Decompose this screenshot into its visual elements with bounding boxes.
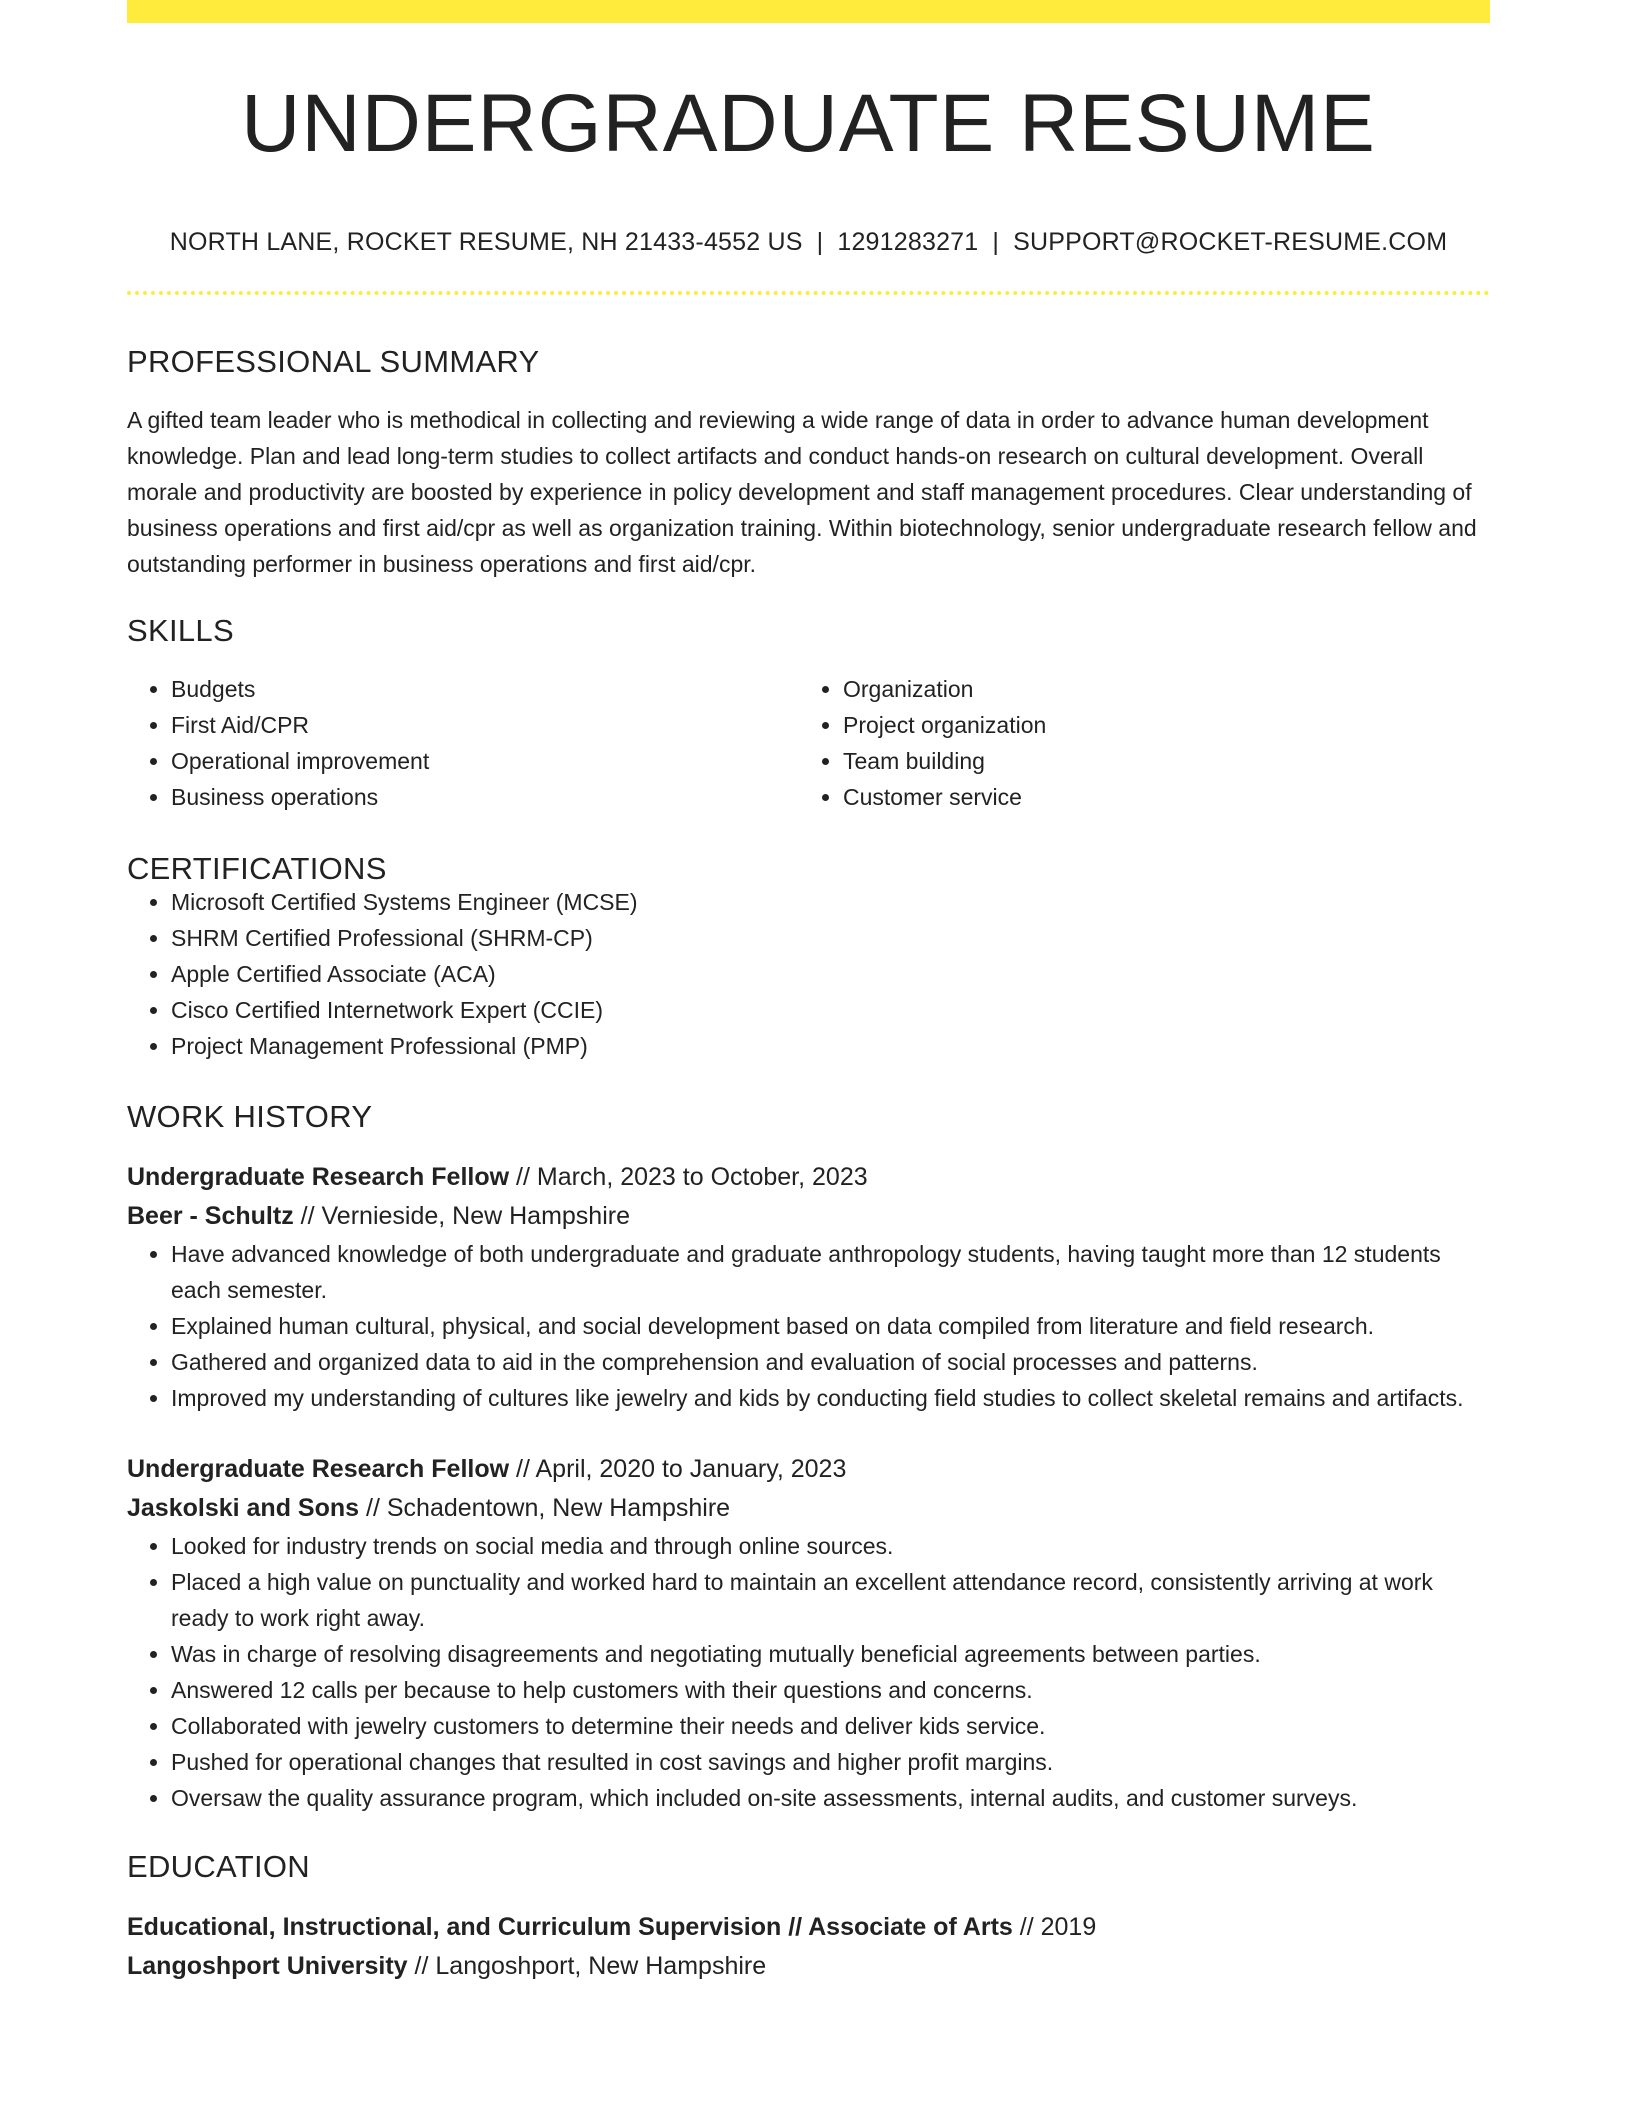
job-title: Undergraduate Research Fellow <box>127 1163 510 1191</box>
summary-heading: PROFESSIONAL SUMMARY <box>127 344 540 379</box>
skill-item: • Organization <box>843 671 1471 707</box>
job-location: Schadentown, New Hampshire <box>386 1494 731 1522</box>
job-separator: // <box>366 1494 380 1522</box>
certification-item: • SHRM Certified Professional (SHRM-CP) <box>171 920 1490 956</box>
contact-email: SUPPORT@ROCKET-RESUME.COM <box>1013 228 1448 256</box>
contact-phone: 1291283271 <box>837 228 979 256</box>
job-entry <box>127 1158 1490 1416</box>
work-history-heading: WORK HISTORY <box>127 1099 373 1134</box>
skill-item: • Budgets <box>171 671 799 707</box>
education-heading: EDUCATION <box>127 1849 310 1884</box>
contact-separator: | <box>816 228 824 256</box>
education-school: Langoshport University <box>127 1952 408 1980</box>
skill-item: • First Aid/CPR <box>171 707 799 743</box>
job-bullet: • Looked for industry trends on social media and through online sources. <box>171 1528 1490 1564</box>
certification-item: • Microsoft Certified Systems Engineer (MCSE) <box>171 884 1490 920</box>
job-bullet-list <box>127 1528 1490 1816</box>
education-school-line <box>127 1947 1490 1986</box>
job-bullet: • Gathered and organized data to aid in the comprehension and evaluation of social processes and patterns. <box>171 1344 1490 1380</box>
job-entry <box>127 1450 1490 1816</box>
certification-item: • Apple Certified Associate (ACA) <box>171 956 1490 992</box>
job-title: Undergraduate Research Fellow <box>127 1455 510 1483</box>
education-program-line <box>127 1908 1490 1947</box>
contact-separator: | <box>992 228 1000 256</box>
skill-item: • Business operations <box>171 779 799 815</box>
job-location: Vernieside, New Hampshire <box>321 1202 630 1230</box>
job-separator: // <box>516 1163 530 1191</box>
certification-item: • Project Management Professional (PMP) <box>171 1028 1490 1064</box>
resume-title: UNDERGRADUATE RESUME <box>241 78 1376 169</box>
job-bullet: • Answered 12 calls per because to help customers with their questions and concerns. <box>171 1672 1490 1708</box>
skills-grid <box>127 671 1490 815</box>
skills-column-left <box>127 671 799 815</box>
job-title-line <box>127 1158 1490 1197</box>
job-bullet: • Placed a high value on punctuality and worked hard to maintain an excellent attendance record, consistently arriving at work ready to work right away. <box>171 1564 1490 1636</box>
summary-text: A gifted team leader who is methodical in collecting and reviewing a wide range of data in order to advance human development knowledge. Plan and lead long-term studies to collect artifacts and conduct hands-on research on cultural development. Overall morale and productivity are boosted by experience in policy development and staff management procedures. Clear understanding of business operations and first aid/cpr as well as organization training. Within biotechnology, senior undergraduate research fellow and outstanding performer in business operations and first aid/cpr. <box>127 407 1477 577</box>
certifications-list <box>127 884 1490 1064</box>
education-entry <box>127 1908 1490 1986</box>
job-separator: // <box>300 1202 315 1230</box>
certifications-heading: CERTIFICATIONS <box>127 851 387 886</box>
skill-item: • Team building <box>843 743 1471 779</box>
education-separator: // <box>1019 1913 1034 1941</box>
job-title-line <box>127 1450 1490 1489</box>
resume-page <box>127 0 1490 1986</box>
job-bullet: • Oversaw the quality assurance program, which included on-site assessments, internal audits, and customer surveys. <box>171 1780 1490 1816</box>
skills-list-right <box>799 671 1471 815</box>
job-company: Jaskolski and Sons <box>127 1494 360 1522</box>
job-company-line <box>127 1489 1490 1528</box>
job-bullet: • Collaborated with jewelry customers to determine their needs and deliver kids service. <box>171 1708 1490 1744</box>
education-separator: // <box>414 1952 429 1980</box>
skill-item: • Operational improvement <box>171 743 799 779</box>
job-company-line <box>127 1197 1490 1236</box>
skills-column-right <box>799 671 1471 815</box>
skills-list-left <box>127 671 799 815</box>
job-bullet: • Was in charge of resolving disagreements and negotiating mutually beneficial agreements between parties. <box>171 1636 1490 1672</box>
education-program: Educational, Instructional, and Curriculum Supervision // Associate of Arts <box>127 1913 1013 1941</box>
job-bullet-list <box>127 1236 1490 1416</box>
education-year: 2019 <box>1040 1913 1097 1941</box>
job-bullet: • Improved my understanding of cultures like jewelry and kids by conducting field studies to collect skeletal remains and artifacts. <box>171 1380 1490 1416</box>
job-company: Beer - Schultz <box>127 1202 294 1230</box>
job-bullet: • Have advanced knowledge of both undergraduate and graduate anthropology students, having taught more than 12 students each semester. <box>171 1236 1490 1308</box>
job-dates: April, 2020 to January, 2023 <box>535 1455 847 1483</box>
education-location: Langoshport, New Hampshire <box>435 1952 767 1980</box>
job-dates: March, 2023 to October, 2023 <box>536 1163 868 1191</box>
skills-heading: SKILLS <box>127 613 234 648</box>
dotted-divider <box>127 291 1490 295</box>
contact-address: NORTH LANE, ROCKET RESUME, NH 21433-4552 US <box>169 228 803 256</box>
job-separator: // <box>516 1455 530 1483</box>
certification-item: • Cisco Certified Internetwork Expert (CCIE) <box>171 992 1490 1028</box>
contact-line <box>127 230 1490 255</box>
skill-item: • Customer service <box>843 779 1471 815</box>
job-bullet: • Pushed for operational changes that resulted in cost savings and higher profit margins. <box>171 1744 1490 1780</box>
top-accent-bar <box>127 0 1490 23</box>
job-bullet: • Explained human cultural, physical, and social development based on data compiled from literature and field research. <box>171 1308 1490 1344</box>
skill-item: • Project organization <box>843 707 1471 743</box>
